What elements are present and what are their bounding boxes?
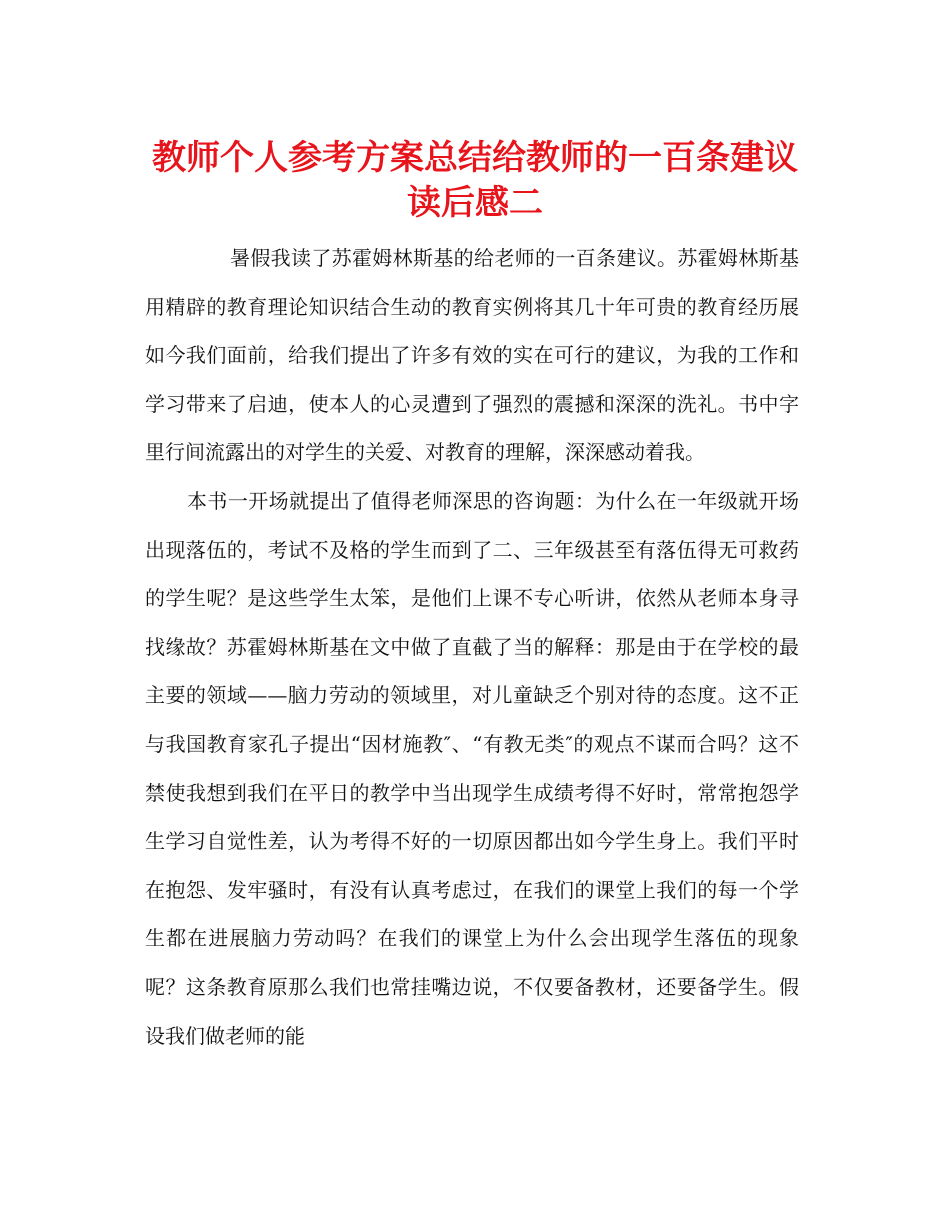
- paragraph: 暑假我读了苏霍姆林斯基的给老师的一百条建议。苏霍姆林斯基用精辟的教育理论知识结合生动的教育实例将其几十年可贵的教育经历展如今我们面前，给我们提出了许多有效的实在可行的建议，为我的工作和学习带来了启迪，使本人的心灵遭到了强烈的震撼和深深的洗礼。书中字里行间流露出的对学生的关爱、对教育的理解，深深感动着我。: [145, 246, 799, 465]
- document-title: 教师个人参考方案总结给教师的一百条建议读后感二: [152, 138, 798, 223]
- paragraph: 本书一开场就提出了值得老师深思的咨询题：为什么在一年级就开场出现落伍的，考试不及格的学生而到了二、三年级甚至有落伍得无可救药的学生呢？是这些学生太笨，是他们上课不专心听讲，依然从老师本身寻找缘故？苏霍姆林斯基在文中做了直截了当的解释：那是由于在学校的最主要的领域——脑力劳动的领域里，对儿童缺乏个别对待的态度。这不正与我国教育家孔子提出“因材施教″、“有教无类″的观点不谋而合吗？这不禁使我想到我们在平日的教学中当出现学生成绩考得不好时，常常抱怨学生学习自觉性差，认为考得不好的一切原因都出如今学生身上。我们平时在抱怨、发牢骚时，有没有认真考虑过，在我们的课堂上我们的每一个学生都在进展脑力劳动吗？在我们的课堂上为什么会出现学生落伍的现象呢？这条教育原那么我们也常挂嘴边说，不仅要备教材，还要备学生。假设我们做老师的能: [145, 488, 799, 1048]
- document-body: [145, 234, 799, 1060]
